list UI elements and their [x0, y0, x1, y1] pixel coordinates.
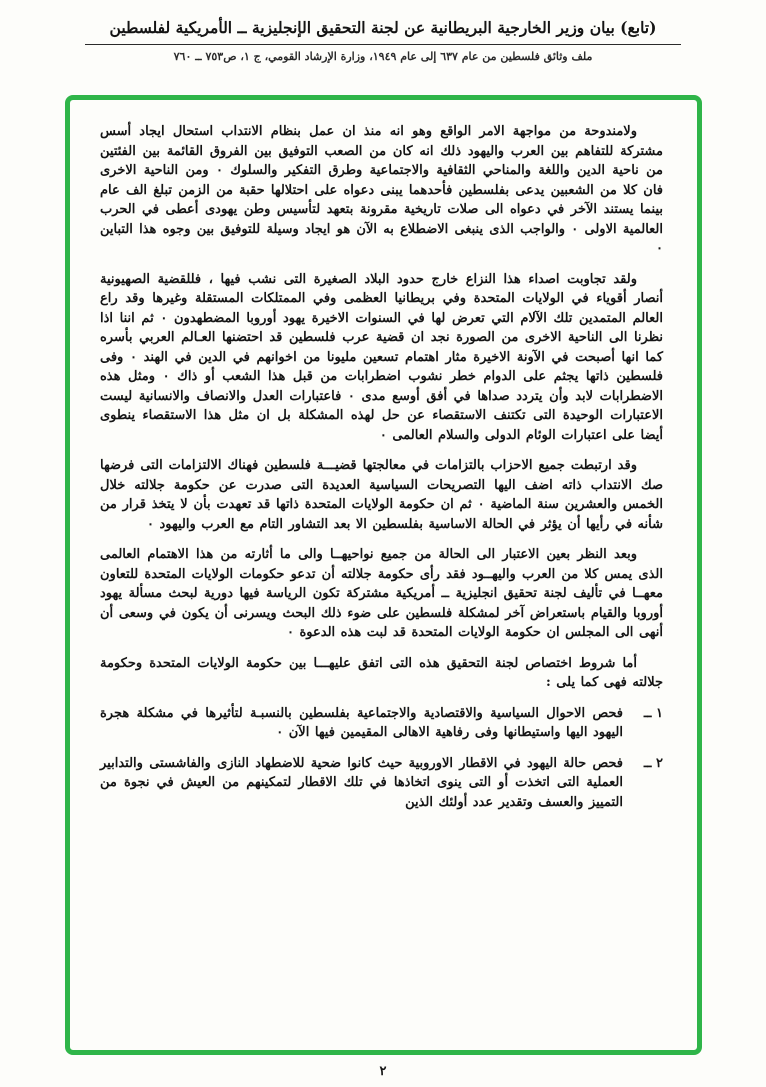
header-divider [85, 44, 681, 45]
item-number: ٢ ــ [643, 755, 663, 771]
numbered-item [100, 704, 663, 743]
paragraph: وقد ارتبطت جميع الاحزاب بالتزامات في معالجتها قضيـــة فلسطين فهناك الالتزامات التى فرضها صك الانتداب ذاته اضف اليها التصريحات السياسية العديدة التى صدرت عن حكومة جلالته خلال الخمس والعشرين سنة الماضية ۰ ثم ان حكومة الولايات المتحدة ذاتها قد تعهدت بأن لا يتخذ قرار من شأنه في رأيها أن يؤثر في الحالة الاساسية بفلسطين الا بعد التشاور التام مع العرب واليهود ۰ [100, 458, 663, 532]
numbered-item [100, 754, 663, 813]
document-title: (تابع) بيان وزير الخارجية البريطانية عن لجنة التحقيق الإنجليزية ــ الأمريكية لفلسطين [109, 18, 657, 37]
item-text: فحص الاحوال السياسية والاقتصادية والاجتماعية بفلسطين بالنسبـة لتأثيرها في مشكلة هجرة اليهود اليها واستيطانها وفى رفاهية الاهالى المقيمين فيها الآن ۰ [100, 705, 623, 740]
paragraph: ولقد تجاوبت اصداء هذا النزاع خارج حدود البلاد الصغيرة التى نشب فيها ، فللقضية الصهيونية أنصار أقوياء في الولايات المتحدة وفي بريطانيا العظمى وفي الممتلكات المستقلة وغيرها وقد راع العالم المتمدين تلك الآلام التي تعرض لها في السنوات الاخيرة يهود أوروبا المضطهدون ۰ ثم اننا اذا نظرنا الى الناحية الاخرى من الصورة نجد ان قضية عرب فلسطين قد احتضنها العـالم العربي بأسره كما انها أصبحت في الآونة الاخيرة مثار اهتمام تسعين مليونا من اخوانهم في الدين في الهند ۰ وفى فلسطين ذاتها يجثم على الدوام خطر نشوب اضطرابات من قبل هذا الشعب أو ذاك ۰ ومثل هذه الاضطرابات لابد وأن يتردد صداها في أفق أوسع مدى ۰ فاعتبارات العدل والانصاف والانسانية ليست الاعتبارات الوحيدة التى تكتنف الاستقصاء عن حل لهذه المشكلة بل ان مثل هذا الاستقصاء ينطوى أيضا على اعتبارات الوئام الدولى والسلام العالمى ۰ [100, 271, 664, 443]
item-number: ١ ــ [643, 705, 663, 721]
item-text: فحص حالة اليهود في الاقطار الاوروبية حيث كانوا ضحية للاضطهاد النازى والفاشستى والتدابير العملية التى اتخذت أو التى ينوى اتخاذها في تلك الاقطار لتمكينهم من العيش في نجوة من التمييز والعسف وتقدير عدد أولئك الذين [100, 755, 623, 810]
page-number: ٢ [379, 1064, 387, 1079]
source-citation: ملف وثائق فلسطين من عام ٦٣٧ إلى عام ١٩٤٩، وزارة الإرشاد القومي، ج ١، ص٧٥٣ ــ ٧٦٠ [173, 50, 593, 63]
paragraph: ولامندوحة من مواجهة الامر الواقع وهو انه منذ ان عمل بنظام الانتداب استحال ايجاد أسس مشتركة للتفاهم بين العرب واليهود ذلك انه كان من الصعب التوفيق بين الفروق القائمة بين الفئتين من ناحية الدين واللغة والمناحي الثقافية والاجتماعية وطرق التفكير والسلوك ۰ ومن الناحية الاخرى فان كلا من الشعبين يدعى بفلسطين فأحدهما يبنى دعواه على احتلالها حقبة من الزمن تبلغ الف عام بينما يستند الآخر في دعواه الى صلات تاريخية مقرونة بتعهد لتأسيس وطن يهودى أعطى في الحرب العالمية الاولى ۰ والواجب الذى ينبغى الاضطلاع به الآن هو ايجاد وسيلة للتوفيق بين وجوه هذا التباين ۰ [100, 124, 663, 256]
document-header [0, 0, 766, 63]
content-border-box [65, 95, 702, 1055]
paragraph: وبعد النظر بعين الاعتبار الى الحالة من جميع نواحيهــا والى ما أثارته من هذا الاهتمام العالمى الذى يمس كلا من العرب واليهــود فقد رأى حكومة جلالته أن تدعو حكومات الولايات المتحدة للتعاون معهــا في تأليف لجنة تحقيق انجليزية ــ أمريكية مشتركة تكون الرياسة فيها دورية لبحث مسألة يهود أوروبا والقيام باستعراض آخر لمشكلة فلسطين على ضوء ذلك البحث ويسرنى أن يكون في وسعى أن أنهى الى المجلس ان حكومة الولايات المتحدة قد لبت هذه الدعوة ۰ [100, 547, 663, 640]
paragraph: أما شروط اختصاص لجنة التحقيق هذه التى اتفق عليهـــا بين حكومة الولايات المتحدة وحكومة جلالته فهى كما يلى : [100, 655, 663, 690]
